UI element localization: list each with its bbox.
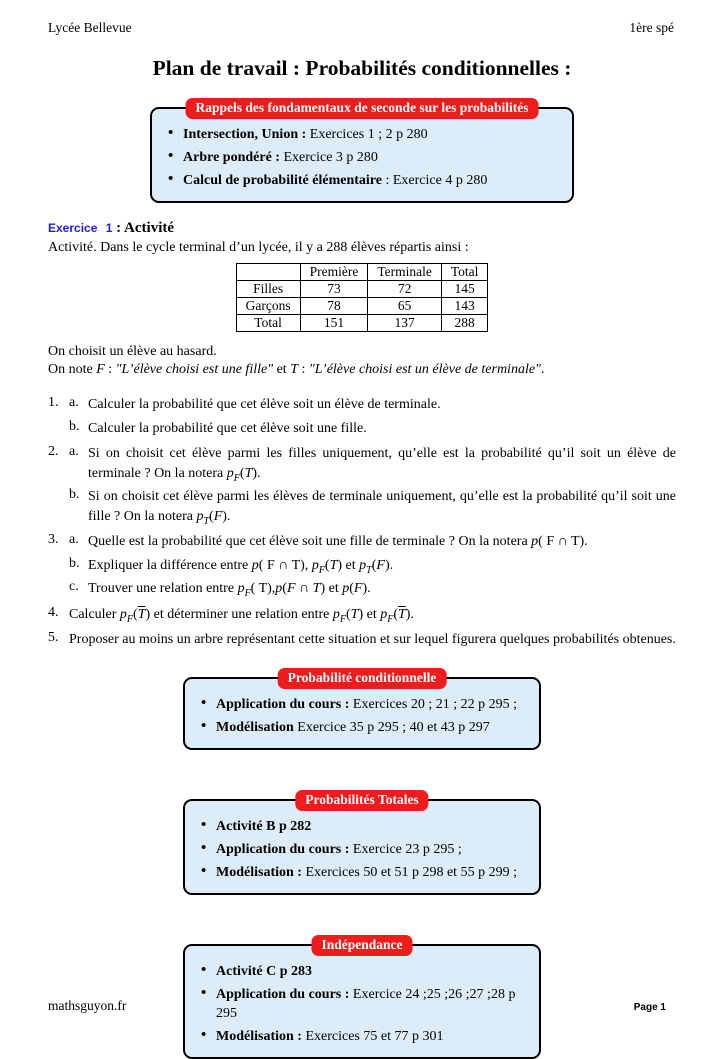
question-text: Quelle est la probabilité que cet élève soit une fille de terminale ? On la notera p( F ∩ T). [88, 534, 588, 549]
table-cell: 78 [300, 298, 368, 315]
question-text: Si on choisit cet élève parmi les élèves de terminale uniquement, qu’elle est la probabilité qu’il soit une fille ? On la notera $p_T(F)$. [88, 489, 676, 527]
page-title: Plan de travail : Probabilités conditionnelles : [152, 56, 572, 80]
table-cell: 145 [441, 281, 488, 298]
row-label: Garçons [236, 298, 300, 315]
list-item [199, 817, 527, 836]
item-detail: Exercice 24 ;25 ;26 ;27 ;28 p 295 [216, 986, 516, 1021]
question-letter: a. [69, 395, 79, 410]
question-letter: b. [69, 487, 80, 502]
question-number [48, 419, 69, 439]
question-number: 2. [48, 444, 59, 459]
table-cell: 288 [441, 315, 488, 332]
exercise-intro: Activité. Dans le cycle terminal d’un lycée, il y a 288 élèves répartis ainsi : [48, 240, 469, 255]
list-item [199, 718, 527, 737]
plan-box-list [185, 679, 539, 748]
note-line-1: On choisit un élève au hasard. [48, 344, 217, 359]
table-cell: 143 [441, 298, 488, 315]
list-item [199, 840, 527, 859]
page-footer [48, 998, 666, 1014]
question-letter: a. [69, 444, 79, 459]
school-name: Lycée Bellevue [48, 20, 132, 35]
question-number: 3. [48, 532, 59, 547]
item-label: Application du cours : [216, 986, 350, 1002]
plan-box-title-badge: Probabilité conditionnelle [278, 668, 447, 689]
table-cell: 137 [368, 315, 442, 332]
table-cell: 151 [300, 315, 368, 332]
question-text: Calculer la probabilité que cet élève soit une fille. [88, 420, 367, 436]
questions-list [48, 395, 676, 650]
question-row [48, 444, 676, 483]
list-item [166, 171, 560, 190]
list-item [166, 148, 560, 167]
item-label: Modélisation [216, 719, 294, 735]
question-letter: b. [69, 555, 80, 571]
question-letter: c. [69, 579, 79, 594]
row-label: Total [236, 315, 300, 332]
table-row [236, 298, 488, 315]
item-label: Modélisation : [216, 864, 302, 880]
plan-box-list [185, 801, 539, 893]
exercise-title: : Activité [112, 220, 175, 236]
exercise-label: Exercice 1 [48, 221, 113, 235]
item-label: Application du cours : [216, 841, 350, 857]
question-row [48, 532, 676, 552]
question-text: Expliquer la différence entre p( F ∩ T), $p_F(T)$ et $p_T(F)$. [88, 557, 394, 576]
item-label: Application du cours : [216, 696, 350, 712]
list-item [199, 1027, 527, 1046]
item-detail: Exercice 35 p 295 ; 40 et 43 p 297 [293, 719, 490, 735]
table-header-cell: Première [300, 264, 368, 281]
plan-box-probabilites-totales [183, 791, 541, 895]
table-header-cell: Terminale [368, 264, 442, 281]
class-level: 1ère spé [629, 20, 674, 35]
note-line-2: On note F : "L’élève choisi est une fille" et T : "L’élève choisi est un élève de terminale". [48, 361, 545, 377]
table-header-cell [236, 264, 300, 281]
question-row [48, 556, 676, 576]
item-label: Arbre pondéré : [183, 150, 280, 165]
exercise-heading [48, 220, 676, 237]
enrollment-table [236, 263, 489, 332]
table-cell: 73 [300, 281, 368, 298]
question-number [48, 579, 69, 599]
question-row [48, 395, 676, 415]
item-detail: : Exercice 4 p 280 [381, 173, 488, 188]
question-row [48, 630, 676, 650]
question-row [48, 419, 676, 439]
note-paragraph [48, 343, 676, 378]
item-label: Activité C p 283 [216, 963, 313, 979]
item-label: Intersection, Union : [183, 127, 307, 142]
question-text: Calculer $p_F(\overline{T})$ et déterminer une relation entre $p_F(T)$ et $p_F(\overline{T})$. [69, 606, 414, 625]
item-detail: Exercices 1 ; 2 p 280 [306, 127, 428, 142]
question-text: Trouver une relation entre $p_F$( T),p(F ∩ T) et p(F). [88, 581, 371, 599]
plan-box-title-badge: Indépendance [311, 935, 412, 956]
table-row [236, 315, 488, 332]
footer-site: mathsguyon.fr [48, 998, 127, 1013]
question-number: 5. [48, 630, 59, 645]
item-detail: Exercice 23 p 295 ; [349, 841, 462, 857]
question-number: 4. [48, 604, 59, 620]
question-row [48, 579, 676, 599]
question-row [48, 487, 676, 526]
list-item [199, 863, 527, 882]
list-item [199, 962, 527, 981]
plan-box-title-badge: Probabilités Totales [295, 790, 428, 811]
item-label: Calcul de probabilité élémentaire [183, 173, 382, 188]
item-detail: Exercices 50 et 51 p 298 et 55 p 299 ; [301, 864, 517, 880]
table-row [236, 281, 488, 298]
item-label: Activité B p 282 [216, 818, 312, 834]
item-detail: Exercice 3 p 280 [279, 150, 378, 165]
item-detail: Exercices 20 ; 21 ; 22 p 295 ; [349, 696, 517, 712]
question-text: Si on choisit cet élève parmi les filles uniquement, qu’elle est la probabilité qu’il soit un élève de terminale ? On la notera $p_F(T)$. [88, 446, 676, 484]
table-header-row [236, 264, 488, 281]
table-header-cell: Total [441, 264, 488, 281]
question-letter: b. [69, 418, 80, 434]
question-number [48, 487, 69, 526]
recall-box-title-badge: Rappels des fondamentaux de seconde sur les probabilités [186, 98, 539, 119]
question-text: Proposer au moins un arbre représentant cette situation et sur lequel figurera quelques probabilités obtenues. [69, 632, 676, 647]
question-number: 1. [48, 395, 59, 410]
item-label: Modélisation : [216, 1028, 302, 1044]
question-number [48, 556, 69, 576]
list-item [166, 125, 560, 144]
plan-box-probabilite-conditionnelle [183, 669, 541, 750]
list-item [199, 695, 527, 714]
row-label: Filles [236, 281, 300, 298]
table-cell: 65 [368, 298, 442, 315]
question-row [48, 605, 676, 625]
page-header [0, 0, 724, 36]
recall-box [150, 100, 574, 203]
recall-box-list [152, 109, 572, 201]
item-detail: Exercices 75 et 77 p 301 [301, 1028, 444, 1044]
footer-page-number: Page 1 [633, 1002, 666, 1013]
table-cell: 72 [368, 281, 442, 298]
question-letter: a. [69, 532, 79, 547]
question-text: Calculer la probabilité que cet élève soit un élève de terminale. [88, 397, 441, 412]
